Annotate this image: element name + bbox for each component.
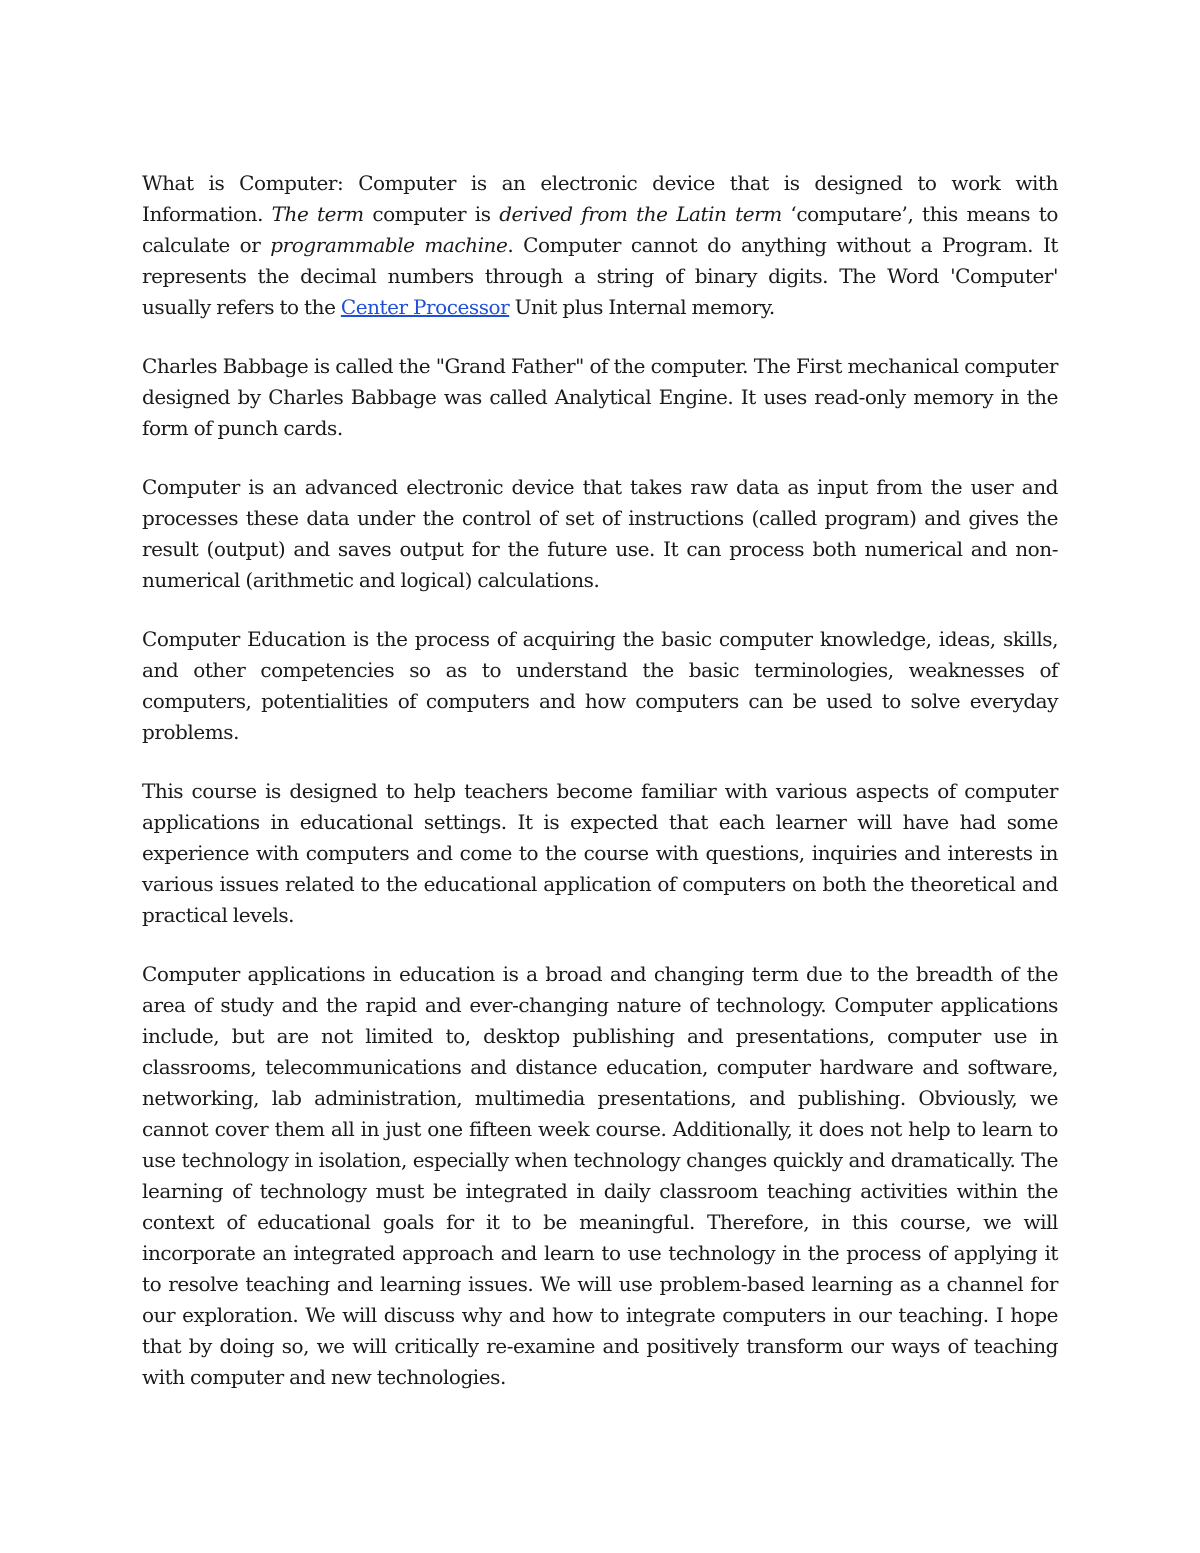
paragraph-course-description: This course is designed to help teachers become familiar with various aspects of computer applications in educational settings. It is expected that each learner will have had some experience with computers and come to the course with questions, inquiries and interests in various issues related to the educational application of computers on both the theoretical and practical levels. — [142, 779, 1058, 927]
paragraph-computer-education: Computer Education is the process of acquiring the basic computer knowledge, ideas, skills, and other competencies so as to understand the basic terminologies, weaknesses of computers, potentialities of computers and how computers can be used to solve everyday problems. — [142, 627, 1058, 744]
paragraph-charles-babbage: Charles Babbage is called the "Grand Father" of the computer. The First mechanical computer designed by Charles Babbage was called Analytical Engine. It uses read-only memory in the form of punch cards. — [142, 354, 1058, 440]
italic-text: derived from the Latin term — [499, 202, 782, 226]
paragraph-text: computer is — [363, 202, 500, 226]
italic-text: programmable machine — [270, 233, 508, 257]
italic-text: The term — [271, 202, 364, 226]
paragraph-computer-definition: Computer is an advanced electronic device that takes raw data as input from the user and processes these data under the control of set of instructions (called program) and gives the result (output) and saves output for the future use. It can process both numerical and non-numerical (arithmetic and logical) calculations. — [142, 475, 1058, 592]
paragraph-computer-applications: Computer applications in education is a broad and changing term due to the breadth of the area of study and the rapid and ever-changing nature of technology. Computer applications include, but are not limited to, desktop publishing and presentations, computer use in classrooms, telecommunications and distance education, computer hardware and software, networking, lab administration, multimedia presentations, and publishing. Obviously, we cannot cover them all in just one fifteen week course. Additionally, it does not help to learn to use technology in isolation, especially when technology changes quickly and dramatically. The learning of technology must be integrated in daily classroom teaching activities within the context of educational goals for it to be meaningful. Therefore, in this course, we will incorporate an integrated approach and learn to use technology in the process of applying it to resolve teaching and learning issues. We will use problem-based learning as a channel for our exploration. We will discuss why and how to integrate computers in our teaching. I hope that by doing so, we will critically re-examine and positively transform our ways of teaching with computer and new technologies. — [142, 962, 1058, 1389]
paragraph-text: ‘computare’, this means to calculate or — [142, 202, 1058, 257]
document-body — [142, 168, 1058, 1421]
paragraph-text: What is Computer: Computer is an electronic device that is designed to work with Information. — [142, 171, 1058, 226]
paragraph-text: Unit plus Internal memory. — [509, 295, 775, 319]
paragraph-what-is-computer — [142, 168, 1058, 323]
paragraph-text: . Computer cannot do anything without a Program. It represents the decimal numbers through a string of binary digits. The Word 'Computer' usually refers to the — [142, 233, 1058, 319]
center-processor-link[interactable]: Center Processor — [340, 295, 510, 319]
